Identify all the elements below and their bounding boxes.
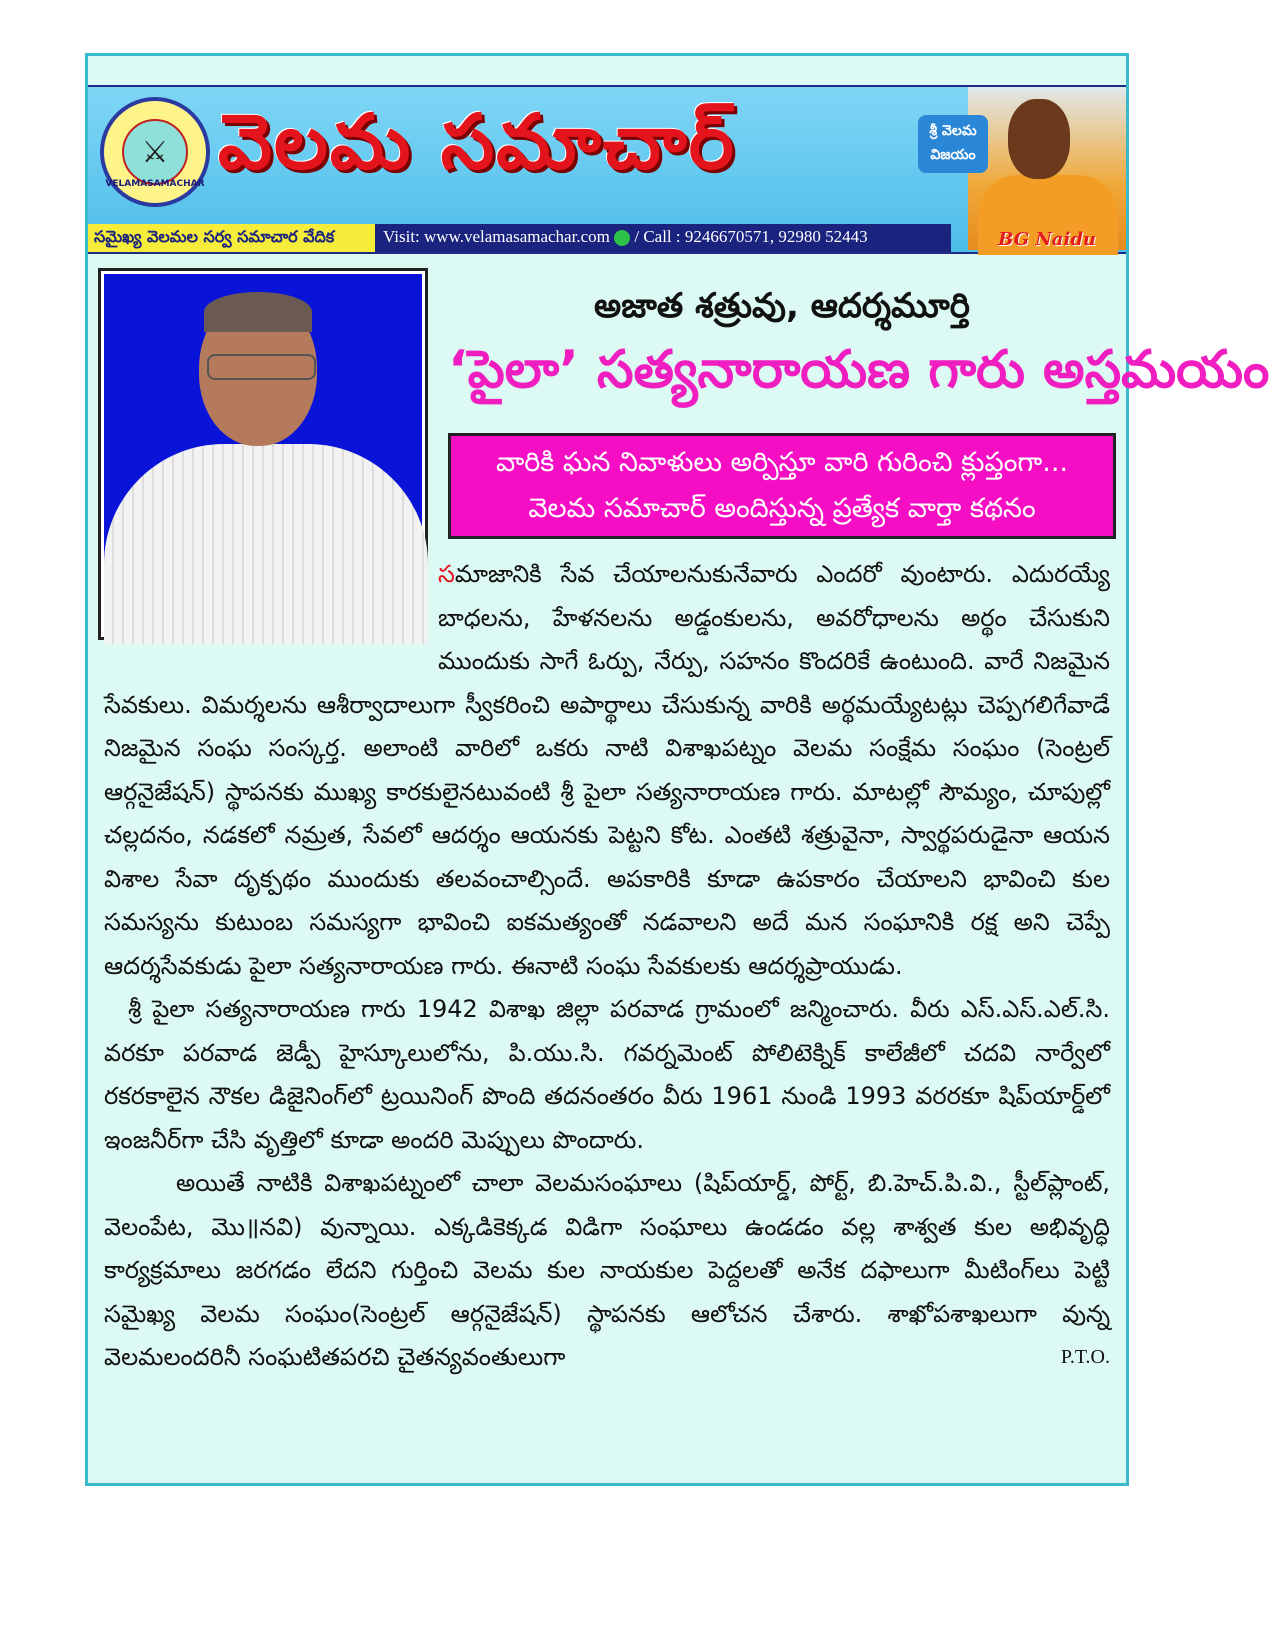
sri-velama-vijayam-badge: శ్రీ వెలమ విజయం bbox=[918, 115, 988, 173]
portrait-hair bbox=[204, 292, 312, 332]
subhead-box bbox=[448, 433, 1116, 539]
paragraph-2: శ్రీ పైలా సత్యనారాయణ గారు 1942 విశాఖ జిల్లా పరవాడ గ్రామంలో జన్మించారు. వీరు ఎస్.ఎస్.ఎల్.సి. వరకూ పరవాడ జెడ్పీ హైస్కూలులోను, పి.యు.సి. గవర్నమెంట్ పోలిటెక్నిక్ కాలేజీలో చదవి నార్వేలో రకరకాలైన నౌకల డిజైనింగ్‌లో ట్రయినింగ్ పొంది తదనంతరం వీరు 1961 నుండి 1993 వరరకూ షిప్‌యార్డ్‌లో ఇంజనీర్‌గా చేసి వృత్తిలో కూడా అందరి మెప్పులు పొందారు. bbox=[104, 995, 1110, 1154]
subhead-line-1: వారికి ఘన నివాళులు అర్పిస్తూ వారి గురించి క్లుప్తంగా... bbox=[495, 447, 1069, 478]
contact-strip bbox=[88, 224, 1126, 252]
article bbox=[98, 268, 1270, 1380]
masthead-banner bbox=[88, 85, 1126, 254]
pto-note: P.T.O. bbox=[1060, 1346, 1110, 1368]
paragraph-1-text: మాజానికి సేవ చేయాలనుకునేవారు ఎందరో వుంటారు. ఎదురయ్యే బాధలను, హేళనలను అడ్డంకులను, అవరోధాలను అర్థం చేసుకుని ముందుకు సాగే ఓర్పు, నేర్పు, సహనం కొందరికే ఉంటుంది. వారే నిజమైన సేవకులు. విమర్శలను ఆశీర్వాదాలుగా స్వీకరించి అపార్థాలు చేసుకున్న వారికి అర్థమయ్యేటట్లు చెప్పగలిగేవాడే నిజమైన సంఘ సంస్కర్త. అలాంటి వారిలో ఒకరు నాటి విశాఖపట్నం వెలమ సంక్షేమ సంఘం (సెంట్రల్ ఆర్గనైజేషన్) స్థాపనకు ముఖ్య కారకులైనటువంటి శ్రీ పైలా సత్యనారాయణ గారు. మాటల్లో సౌమ్యం, చూపుల్లో చల్లదనం, నడకలో నమ్రత, సేవలో ఆదర్శం ఆయనకు పెట్టని కోట. ఎంతటి శత్రువైనా, స్వార్థపరుడైనా ఆయన విశాల సేవా దృక్పథం ముందుకు తలవంచాల్సిందే. అపకారికి కూడా ఉపకారం చేయాలని భావించి కుల సమస్యను కుటుంబ సమస్యగా భావించి ఐకమత్యంతో నడవాలని అదే మన సంఘానికి రక్ష అని చెప్పే ఆదర్శసేవకుడు పైలా సత్యనారాయణ గారు. ఈనాటి సంఘ సేవకులకు ఆదర్శప్రాయుడు. bbox=[104, 560, 1110, 980]
paragraph-3 bbox=[104, 1162, 1110, 1380]
portrait-shirt bbox=[104, 444, 428, 644]
tagline: సమైఖ్య వెలమల సర్వ సమాచార వేదిక bbox=[88, 224, 375, 252]
contact-info bbox=[375, 224, 951, 252]
velamasamachar-logo bbox=[100, 97, 210, 207]
portrait-photo bbox=[98, 268, 428, 640]
website-link[interactable]: Visit: www.velamasamachar.com bbox=[383, 227, 610, 246]
phone-numbers: / Call : 9246670571, 92980 52443 bbox=[634, 227, 868, 246]
masthead-title: వెలమ సమాచార్ bbox=[218, 97, 736, 186]
subhead-line-2: వెలమ సమాచార్ అందిస్తున్న ప్రత్యేక వార్తా కథనం bbox=[528, 493, 1036, 524]
bg-naidu-signature: BG Naidu bbox=[998, 229, 1096, 250]
kicker: అజాత శత్రువు, ఆదర్శమూర్తి bbox=[594, 286, 970, 326]
whatsapp-icon bbox=[614, 230, 630, 246]
page-frame bbox=[85, 53, 1270, 1486]
logo-text: VELAMASAMACHAR bbox=[105, 179, 205, 189]
crossed-swords-icon: ⚔ bbox=[122, 119, 188, 185]
headline: ‘పైలా’ సత్యనారాయణ గారు అస్తమయం bbox=[448, 340, 1270, 400]
portrait-glasses bbox=[207, 354, 316, 380]
headline-block bbox=[448, 286, 1270, 539]
editor-face bbox=[1008, 99, 1070, 179]
drop-cap: స bbox=[438, 560, 455, 588]
article-body bbox=[104, 553, 1110, 1380]
paragraph-3-text: అయితే నాటికి విశాఖపట్నంలో చాలా వెలమసంఘాలు (షిప్‌యార్డ్, పోర్ట్, బి.హెచ్.పి.వి., స్టీల్‌ప్లాంట్, వెలంపేట, మొ॥నవి) వున్నాయి. ఎక్కడికెక్కడ విడిగా సంఘాలు ఉండడం వల్ల శాశ్వత కుల అభివృద్ధి కార్యక్రమాలు జరగడం లేదని గుర్తించి వెలమ కుల నాయకుల పెద్దలతో అనేక దఫాలుగా మీటింగ్‌లు పెట్టి సమైఖ్య వెలమ సంఘం(సెంట్రల్ ఆర్గనైజేషన్) స్థాపనకు ఆలోచన చేశారు. శాఖోపశాఖలుగా వున్న వెలమలందరినీ సంఘటితపరచి చైతన్యవంతులుగా bbox=[104, 1169, 1110, 1371]
